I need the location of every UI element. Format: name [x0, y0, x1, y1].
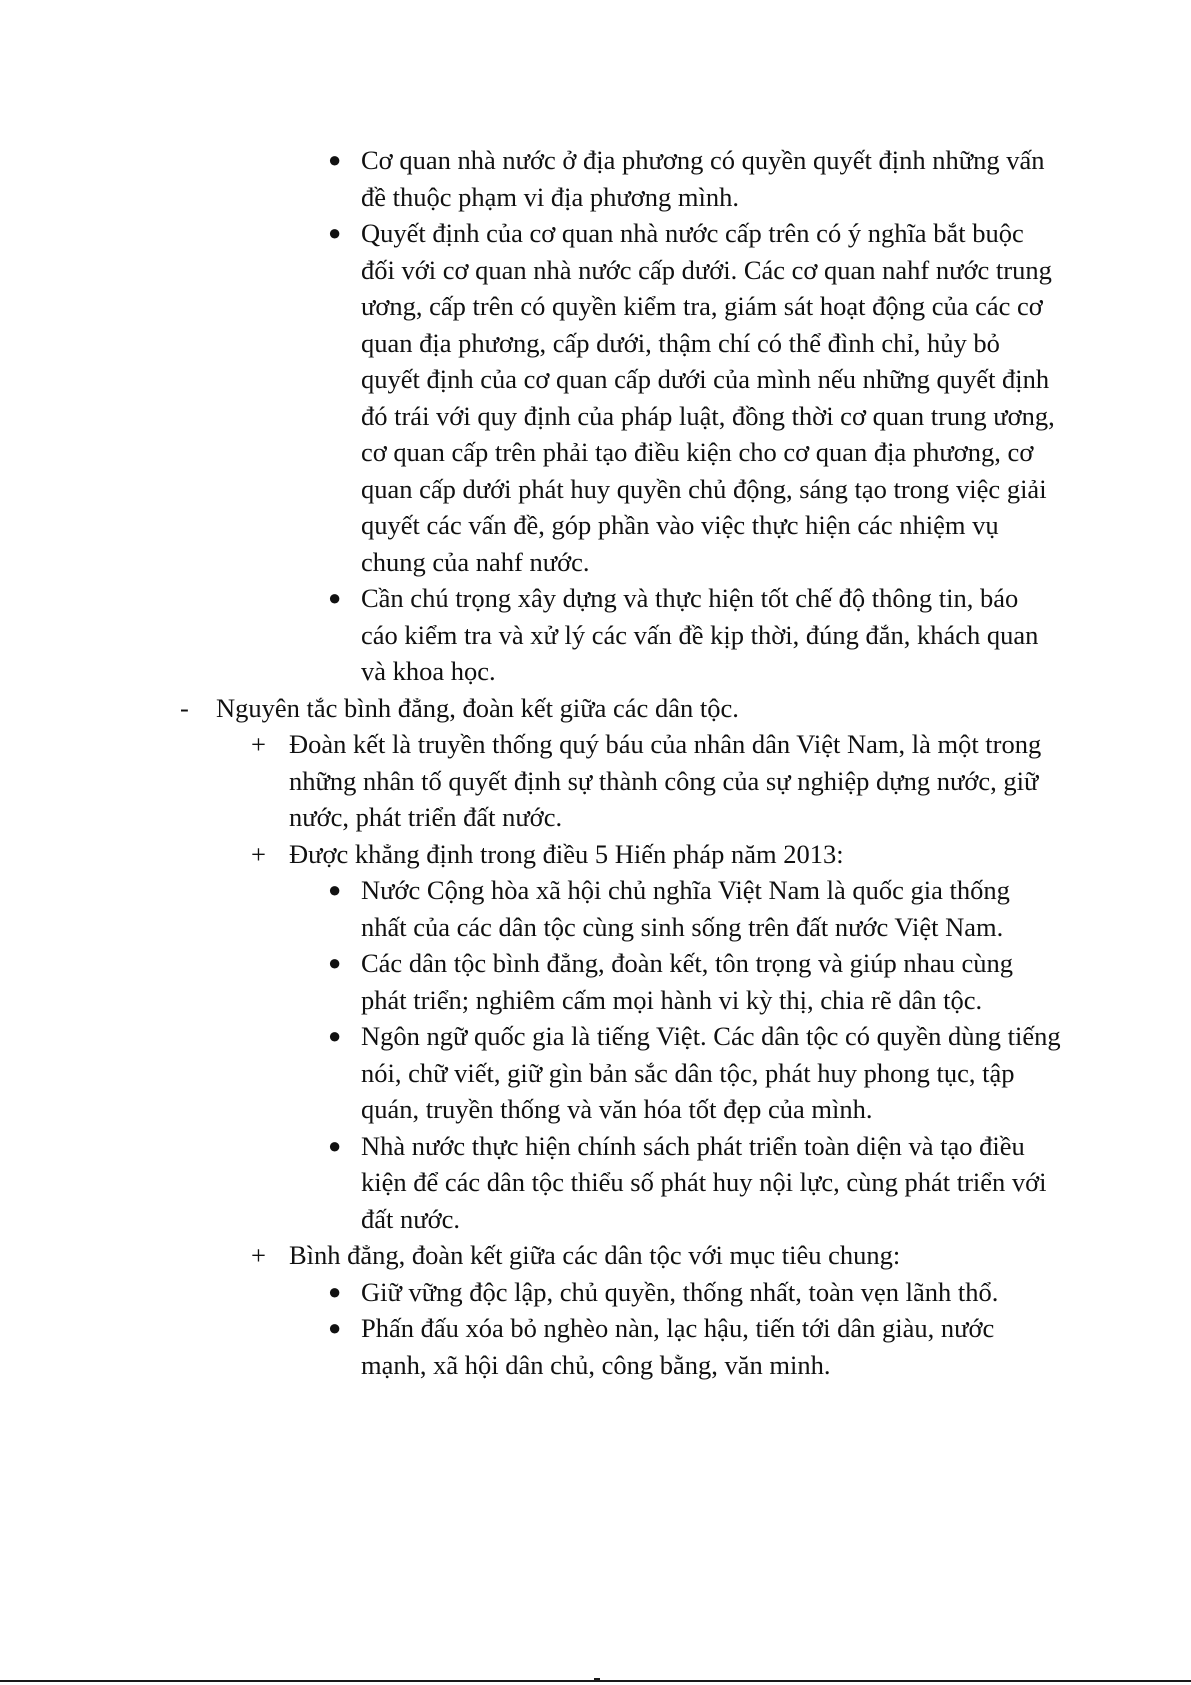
bullet-marker: ● [328, 147, 342, 172]
list-item-text: Nguyên tắc bình đẳng, đoàn kết giữa các dân tộc. [216, 692, 739, 723]
list-item-text: Các dân tộc bình đẳng, đoàn kết, tôn trọng và giúp nhau cùng phát triển; nghiêm cấm mọi hành vi kỳ thị, chia rẽ dân tộc. [361, 948, 1014, 1015]
plus-marker: + [251, 729, 266, 759]
plus-marker: + [251, 838, 266, 869]
list-item [328, 872, 1061, 945]
list-item-text: Quyết định của cơ quan nhà nước cấp trên có ý nghĩa bắt buộc đối với cơ quan nhà nước cấp dưới. Các cơ quan nahf nước trung ương, cấp trên có quyền kiểm tra, giám sát hoạt động của các cơ quan địa phương, cấp dưới, thậm chí có thể đình chỉ, hủy bỏ quyết định của cơ quan cấp dưới của mình nếu những quyết định đó trái với quy định của pháp luật, đồng thời cơ quan trung ương, cơ quan cấp trên phải tạo điều kiện cho cơ quan địa phương, cơ quan cấp dưới phát huy quyền chủ động, sáng tạo trong việc giải quyết các vấn đề, góp phần vào việc thực hiện các nhiệm vụ chung của nahf nước. [361, 218, 1055, 577]
bullet-marker: ● [328, 1023, 342, 1048]
list-item [328, 1018, 1061, 1128]
bullet-marker: ● [328, 950, 342, 975]
bullet-marker: ● [328, 585, 342, 610]
bullet-marker: ● [328, 877, 342, 902]
list-item-text: Đoàn kết là truyền thống quý báu của nhân dân Việt Nam, là một trong những nhân tố quyết định sự thành công của sự nghiệp dựng nước, giữ nước, phát triển đất nước. [289, 729, 1042, 832]
outline-list [0, 142, 1191, 1383]
list-item [251, 1237, 1061, 1274]
list-item-text: Bình đẳng, đoàn kết giữa các dân tộc với mục tiêu chung: [289, 1240, 901, 1270]
plus-marker: + [251, 1240, 266, 1270]
list-item [328, 1274, 1061, 1311]
bullet-marker: ● [328, 220, 342, 245]
dash-marker: - [180, 692, 189, 723]
list-item [328, 215, 1061, 580]
list-item [328, 580, 1061, 690]
bullet-marker: ● [328, 1315, 342, 1340]
list-item-text: Giữ vững độc lập, chủ quyền, thống nhất, toàn vẹn lãnh thổ. [361, 1276, 999, 1307]
bullet-marker: ● [328, 1132, 342, 1158]
list-item [328, 1128, 1061, 1238]
list-item-text: Nước Cộng hòa xã hội chủ nghĩa Việt Nam là quốc gia thống nhất của các dân tộc cùng sinh sống trên đất nước Việt Nam. [361, 875, 1010, 942]
list-item [251, 726, 1061, 836]
list-item-text: Ngôn ngữ quốc gia là tiếng Việt. Các dân tộc có quyền dùng tiếng nói, chữ viết, giữ gìn bản sắc dân tộc, phát huy phong tục, tập quán, truyền thống và văn hóa tốt đẹp của mình. [361, 1021, 1061, 1124]
list-item-text: Cơ quan nhà nước ở địa phương có quyền quyết định những vấn đề thuộc phạm vi địa phương mình. [361, 145, 1045, 212]
list-item [180, 690, 1061, 727]
list-item [251, 836, 1061, 873]
bullet-marker: ● [328, 1278, 342, 1304]
list-item [328, 142, 1061, 215]
list-item-text: Phấn đấu xóa bỏ nghèo nàn, lạc hậu, tiến tới dân giàu, nước mạnh, xã hội dân chủ, công bằng, văn minh. [361, 1313, 995, 1380]
list-item-text: Nhà nước thực hiện chính sách phát triển toàn diện và tạo điều kiện để các dân tộc thiểu số phát huy nội lực, cùng phát triển với đất nước. [361, 1130, 1047, 1234]
list-item-text: Cần chú trọng xây dựng và thực hiện tốt chế độ thông tin, báo cáo kiểm tra và xử lý các vấn đề kịp thời, đúng đắn, khách quan và khoa học. [361, 583, 1039, 686]
list-item-text: Được khẳng định trong điều 5 Hiến pháp năm 2013: [289, 838, 844, 869]
page-bottom-rule [0, 1680, 1191, 1682]
list-item [328, 1310, 1061, 1383]
list-item [328, 945, 1061, 1018]
